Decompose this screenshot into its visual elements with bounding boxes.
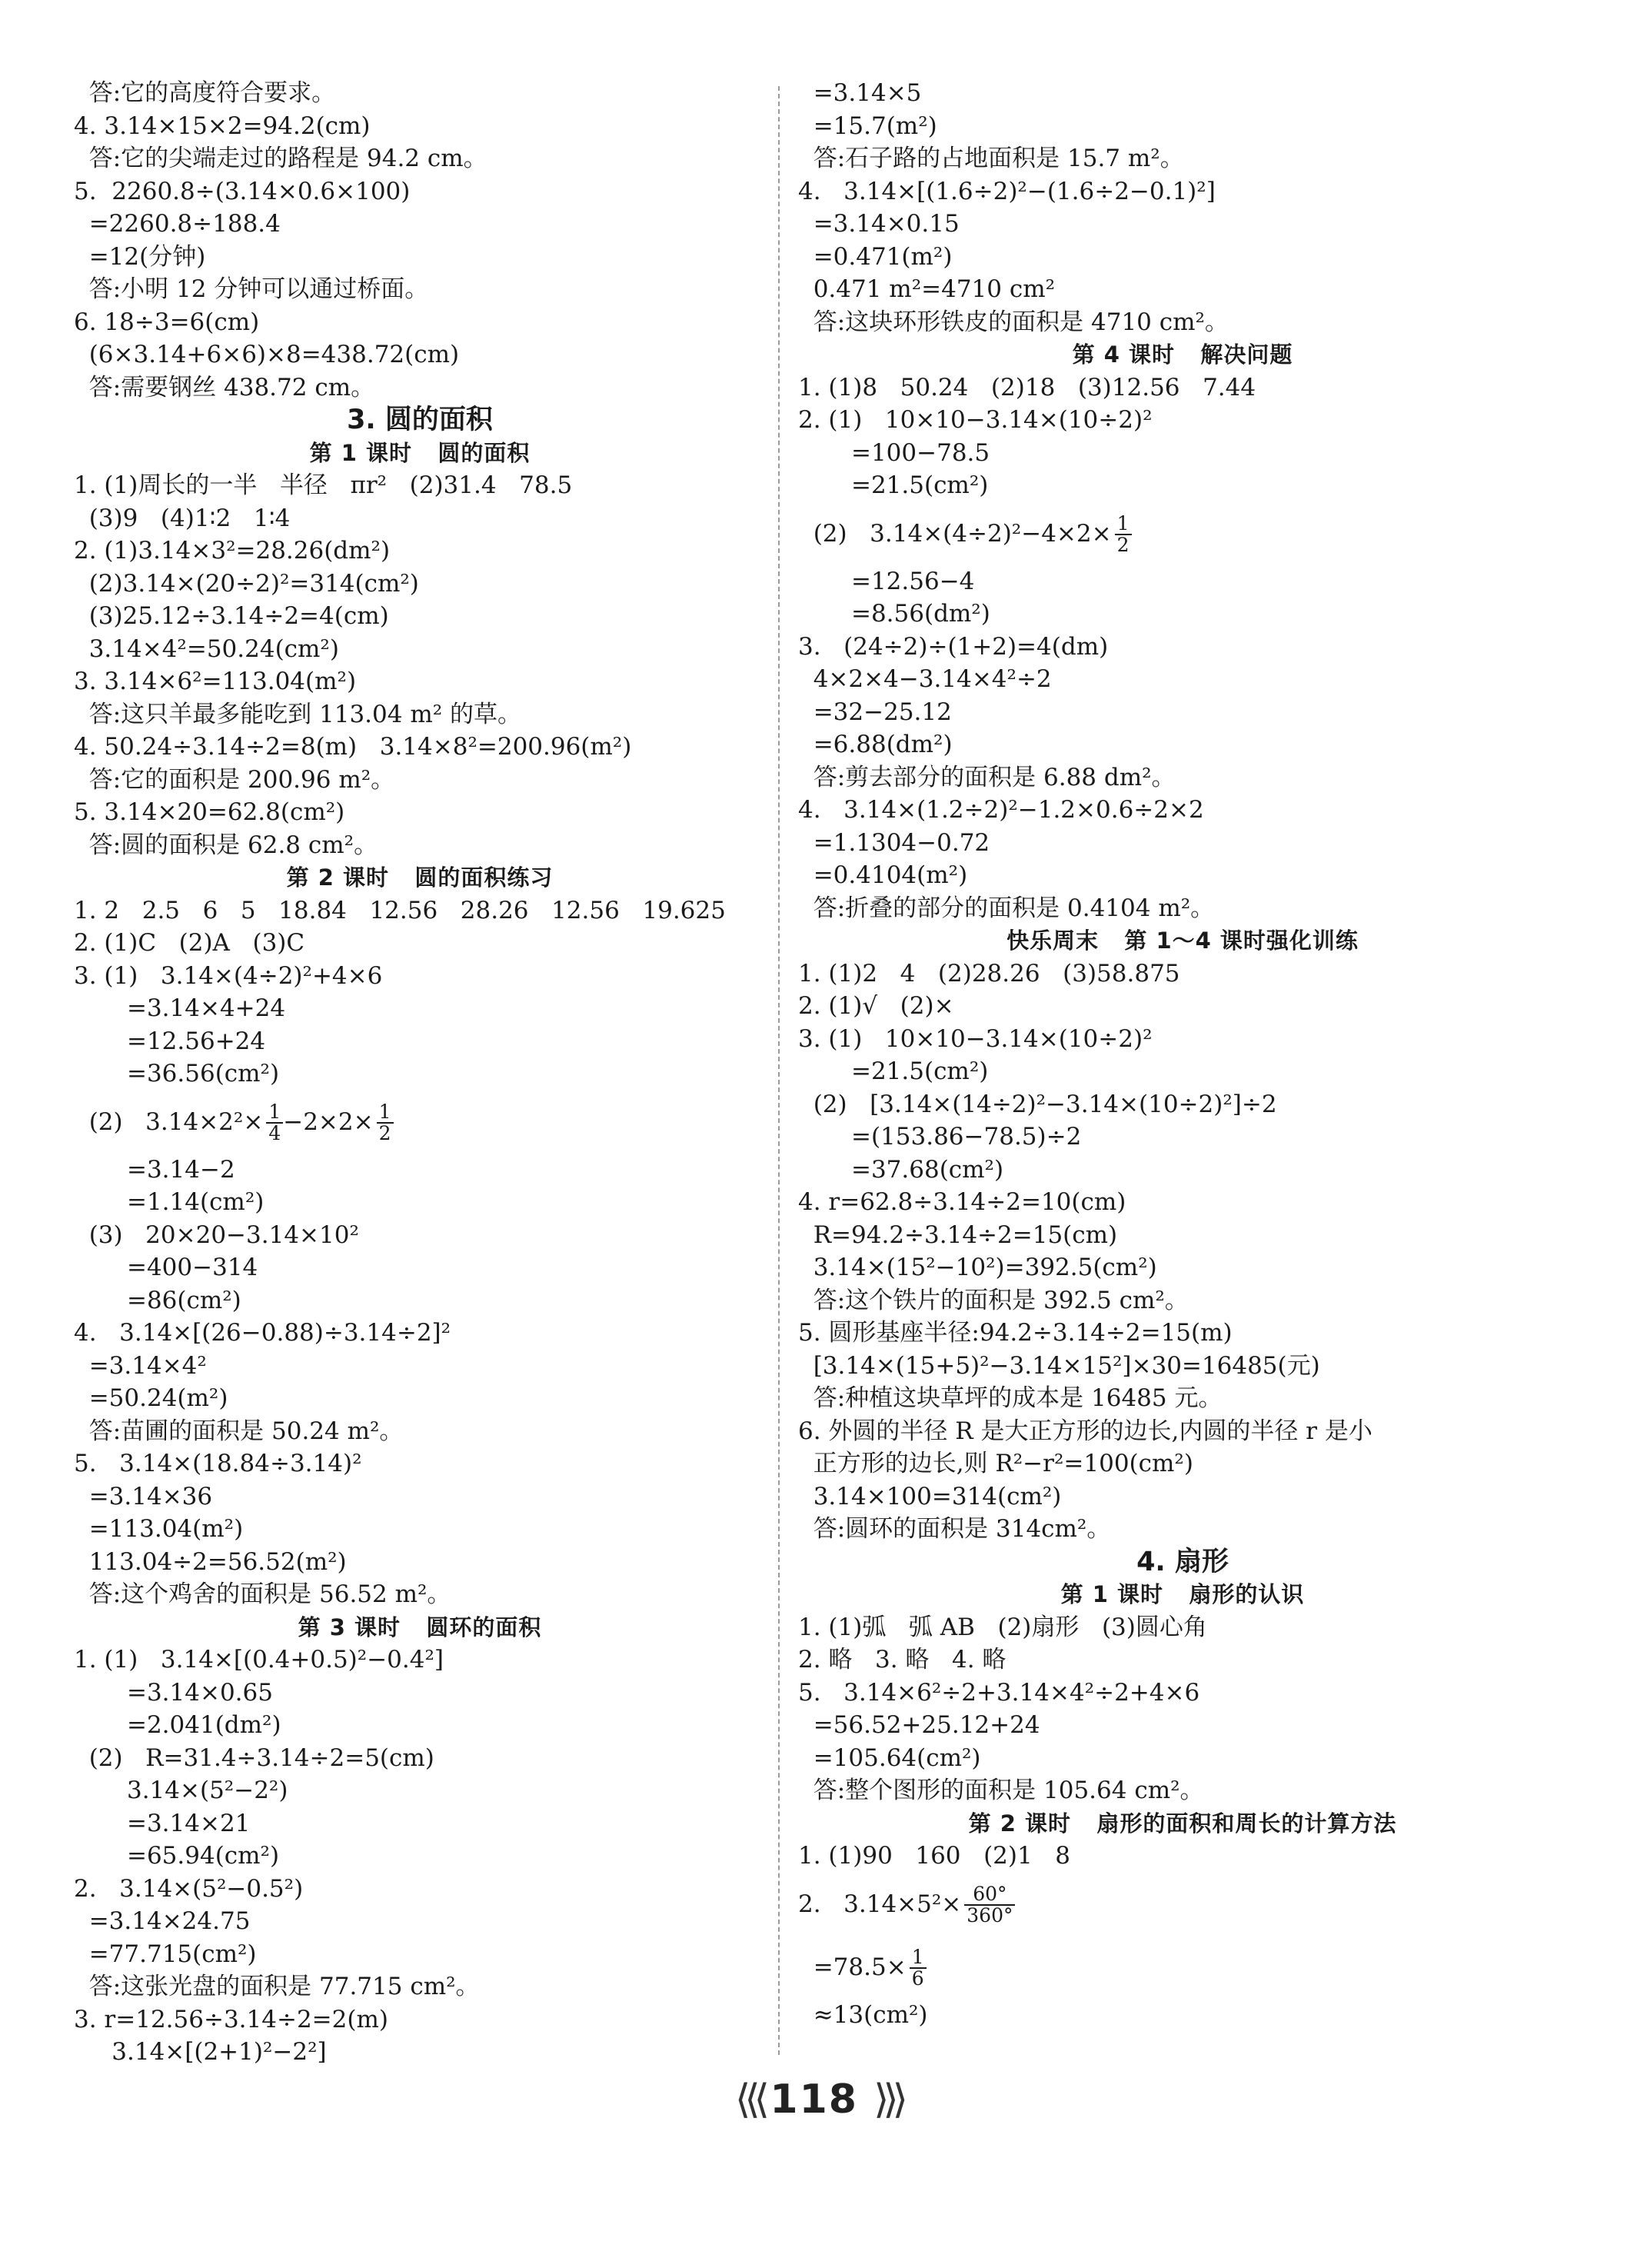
answer-line: 1. (1) 3.14×[(0.4+0.5)²−0.4²] <box>74 1646 444 1674</box>
answer-line: 3. (1) 10×10−3.14×(10÷2)² <box>798 1024 1153 1053</box>
answer-line: =15.7(m²) <box>798 112 937 140</box>
answer-line: 4. 3.14×[(1.6÷2)²−(1.6÷2−0.1)²] <box>798 177 1216 205</box>
answer-line: (2) R=31.4÷3.14÷2=5(cm) <box>74 1743 434 1772</box>
answer-line: =56.52+25.12+24 <box>798 1711 1040 1739</box>
answer-line: =3.14−2 <box>74 1155 235 1184</box>
answer-line: 答:苗圃的面积是 50.24 m²。 <box>74 1417 404 1445</box>
answer-column-left <box>74 77 766 2069</box>
lesson-heading: 第 4 课时 解决问题 <box>1072 341 1293 368</box>
section-heading: 3. 圆的面积 <box>347 405 493 435</box>
answer-line: 1. (1)弧 弧 AB (2)扇形 (3)圆心角 <box>798 1613 1207 1641</box>
answer-line: 答:这只羊最多能吃到 113.04 m² 的草。 <box>74 700 522 728</box>
lesson-heading: 第 2 课时 圆的面积练习 <box>286 864 554 891</box>
answer-line: 0.471 m²=4710 cm² <box>798 275 1056 303</box>
answer-line: 答:种植这块草坪的成本是 16485 元。 <box>798 1384 1223 1412</box>
answer-line: 2. (1)3.14×3²=28.26(dm²) <box>74 537 391 565</box>
answer-line: =105.64(cm²) <box>798 1743 981 1772</box>
fraction <box>964 1884 1015 1927</box>
answer-line: =100−78.5 <box>798 438 990 467</box>
answer-line: =3.14×36 <box>74 1482 213 1510</box>
fraction-numerator: 60° <box>964 1884 1015 1906</box>
answer-line: 答:圆环的面积是 314cm²。 <box>798 1515 1111 1543</box>
section-heading: 4. 扇形 <box>1136 1546 1229 1577</box>
answer-line: =65.94(cm²) <box>74 1842 280 1870</box>
answer-line: 4. 3.14×(1.2÷2)²−1.2×0.6÷2×2 <box>798 796 1204 824</box>
answer-line: 4. r=62.8÷3.14÷2=10(cm) <box>798 1188 1126 1216</box>
answer-line: 1. (1)8 50.24 (2)18 (3)12.56 7.44 <box>798 373 1256 401</box>
answer-line: 答:它的面积是 200.96 m²。 <box>74 765 395 794</box>
answer-line: (3) 20×20−3.14×10² <box>74 1221 359 1249</box>
answer-line: =2260.8÷188.4 <box>74 210 281 238</box>
answer-line: =3.14×21 <box>74 1809 251 1837</box>
answer-line: =1.1304−0.72 <box>798 828 990 857</box>
lesson-heading: 快乐周末 第 1～4 课时强化训练 <box>1006 928 1359 954</box>
fraction <box>1115 511 1132 556</box>
answer-line: 2. (1)C (2)A (3)C <box>74 929 305 957</box>
answer-line: =21.5(cm²) <box>798 471 989 499</box>
answer-line: =0.4104(m²) <box>798 861 968 889</box>
answer-line: 1. (1)90 160 (2)1 8 <box>798 1842 1071 1870</box>
fraction <box>910 1947 927 1990</box>
fraction <box>266 1102 283 1144</box>
fraction-numerator: 1 <box>1115 514 1132 535</box>
fraction-numerator: 1 <box>266 1102 283 1124</box>
right-chevron-ornament-icon: ⟩⟩⟩ <box>873 2077 902 2123</box>
answer-line: =50.24(m²) <box>74 1384 228 1412</box>
answer-line: =3.14×0.15 <box>798 210 960 238</box>
answer-line: 5. 3.14×20=62.8(cm²) <box>74 798 345 826</box>
answer-line: =3.14×0.65 <box>74 1678 273 1707</box>
answer-line: 答:这个鸡舍的面积是 56.52 m²。 <box>74 1580 451 1608</box>
answer-line: =2.041(dm²) <box>74 1711 281 1739</box>
answer-line: 2. 3.14×(5²−0.5²) <box>74 1874 304 1903</box>
answer-line: 6. 18÷3=6(cm) <box>74 308 260 336</box>
answer-line: 6. 外圆的半径 R 是大正方形的边长,内圆的半径 r 是小 <box>798 1417 1372 1445</box>
lesson-heading: 第 3 课时 圆环的面积 <box>298 1614 542 1640</box>
answer-line: 3.14×100=314(cm²) <box>798 1482 1062 1510</box>
answer-line: 答:石子路的占地面积是 15.7 m²。 <box>798 145 1184 172</box>
answer-line: =113.04(m²) <box>74 1515 244 1543</box>
answer-line: =86(cm²) <box>74 1286 241 1314</box>
page-number-footer <box>0 2077 1637 2123</box>
answer-line: 答:剪去部分的面积是 6.88 dm²。 <box>798 763 1176 791</box>
answer-line: 5. 3.14×(18.84÷3.14)² <box>74 1450 362 1477</box>
answer-line: =12.56+24 <box>74 1027 266 1055</box>
answer-line: =37.68(cm²) <box>798 1155 1004 1184</box>
answer-line: 3.14×[(2+1)²−2²] <box>74 2038 327 2066</box>
left-chevron-ornament-icon: ⟨⟨⟨ <box>735 2077 770 2123</box>
column-divider <box>778 86 780 2055</box>
answer-line: =77.715(cm²) <box>74 1940 257 1968</box>
answer-line: 5. 圆形基座半径:94.2÷3.14÷2=15(m) <box>798 1319 1233 1347</box>
answer-line: 答:它的尖端走过的路程是 94.2 cm。 <box>74 145 487 172</box>
answer-line: =21.5(cm²) <box>798 1057 989 1085</box>
expression-text: =78.5× <box>798 1953 907 1981</box>
fraction-numerator: 1 <box>910 1947 927 1969</box>
answer-line: 1. (1)周长的一半 半径 πr² (2)31.4 78.5 <box>74 471 573 499</box>
answer-line: (6×3.14+6×6)×8=438.72(cm) <box>74 341 460 368</box>
answer-line: R=94.2÷3.14÷2=15(cm) <box>798 1221 1118 1249</box>
fraction-numerator: 1 <box>377 1102 394 1124</box>
answer-line: 113.04÷2=56.52(m²) <box>74 1547 347 1576</box>
answer-line: 4. 3.14×[(26−0.88)÷3.14÷2]² <box>74 1319 451 1347</box>
lesson-heading: 第 2 课时 扇形的面积和周长的计算方法 <box>968 1810 1397 1837</box>
answer-line: 2. 略 3. 略 4. 略 <box>798 1646 1006 1674</box>
fraction <box>377 1102 394 1144</box>
lesson-heading: 第 1 课时 圆的面积 <box>309 439 531 466</box>
expression-text: −2×2× <box>283 1107 374 1136</box>
fraction-denominator: 2 <box>1116 534 1130 556</box>
answer-line: =12(分钟) <box>74 242 206 271</box>
answer-line: 答:折叠的部分的面积是 0.4104 m²。 <box>798 894 1215 922</box>
answer-line: =(153.86−78.5)÷2 <box>798 1123 1082 1151</box>
answer-line: 答:圆的面积是 62.8 cm²。 <box>74 831 378 859</box>
fraction-denominator: 360° <box>967 1904 1013 1927</box>
answer-line: 3. (1) 3.14×(4÷2)²+4×6 <box>74 961 383 990</box>
answer-line-with-fraction <box>74 1091 766 1154</box>
answer-line: 2. (1) 10×10−3.14×(10÷2)² <box>798 406 1153 434</box>
answer-line: 4. 50.24÷3.14÷2=8(m) 3.14×8²=200.96(m²) <box>74 733 632 761</box>
answer-line: 答:它的高度符合要求。 <box>74 79 336 107</box>
answer-line-with-fraction <box>798 1873 1567 1936</box>
answer-line: =3.14×24.75 <box>74 1907 251 1935</box>
answer-line-with-fraction <box>798 502 1567 565</box>
answer-line: 答:这张光盘的面积是 77.715 cm²。 <box>74 1973 480 2000</box>
answer-line: 3. r=12.56÷3.14÷2=2(m) <box>74 2005 388 2033</box>
answer-line: =400−314 <box>74 1254 258 1281</box>
answer-line: =3.14×5 <box>798 79 922 107</box>
answer-line: (3)25.12÷3.14÷2=4(cm) <box>74 602 389 630</box>
expression-text: 2. 3.14×5²× <box>798 1890 962 1918</box>
answer-line: (3)9 (4)1∶2 1∶4 <box>74 504 291 532</box>
page-number: 118 <box>770 2077 858 2123</box>
answer-line: 答:需要钢丝 438.72 cm。 <box>74 373 375 401</box>
answer-line: 答:小明 12 分钟可以通过桥面。 <box>74 275 429 303</box>
fraction-denominator: 4 <box>268 1122 281 1144</box>
answer-line: 5. 3.14×6²÷2+3.14×4²÷2+4×6 <box>798 1678 1200 1707</box>
answer-line: ≈13(cm²) <box>798 2000 928 2029</box>
answer-line: =0.471(m²) <box>798 242 953 271</box>
expression-text: (2) 3.14×(4÷2)²−4×2× <box>798 519 1112 548</box>
answer-line: =32−25.12 <box>798 698 952 726</box>
answer-line: =8.56(dm²) <box>798 600 990 628</box>
answer-line: [3.14×(15+5)²−3.14×15²]×30=16485(元) <box>798 1351 1320 1380</box>
answer-line: 答:整个图形的面积是 105.64 cm²。 <box>798 1777 1204 1804</box>
answer-line: 正方形的边长,则 R²−r²=100(cm²) <box>798 1450 1193 1477</box>
answer-column-right <box>798 77 1567 2031</box>
answer-line: 1. 2 2.5 6 5 18.84 12.56 28.26 12.56 19.625 <box>74 896 726 924</box>
answer-line: =12.56−4 <box>798 567 975 595</box>
answer-line: 3.14×4²=50.24(cm²) <box>74 634 339 663</box>
answer-line: =6.88(dm²) <box>798 731 953 758</box>
answer-line: 3.14×(5²−2²) <box>74 1777 288 1804</box>
answer-line: 答:这个铁片的面积是 392.5 cm²。 <box>798 1286 1189 1314</box>
answer-line: 5. 2260.8÷(3.14×0.6×100) <box>74 177 411 205</box>
answer-line: 3. (24÷2)÷(1+2)=4(dm) <box>798 632 1109 661</box>
answer-line: 3.14×(15²−10²)=392.5(cm²) <box>798 1254 1157 1281</box>
answer-line: =36.56(cm²) <box>74 1060 280 1087</box>
answer-line: =3.14×4+24 <box>74 994 286 1022</box>
lesson-heading: 第 1 课时 扇形的认识 <box>1060 1581 1305 1607</box>
answer-line: =1.14(cm²) <box>74 1188 265 1216</box>
answer-line: 答:这块环形铁皮的面积是 4710 cm²。 <box>798 308 1229 336</box>
answer-line: 3. 3.14×6²=113.04(m²) <box>74 668 357 695</box>
fraction-denominator: 2 <box>378 1122 391 1144</box>
answer-line: =3.14×4² <box>74 1351 207 1380</box>
answer-line: 4. 3.14×15×2=94.2(cm) <box>74 112 371 140</box>
fraction-denominator: 6 <box>911 1967 924 1990</box>
answer-line-with-fraction <box>798 1936 1567 1999</box>
answer-line: (2)3.14×(20÷2)²=314(cm²) <box>74 569 419 598</box>
answer-line: 4×2×4−3.14×4²÷2 <box>798 665 1052 693</box>
answer-line: (2) [3.14×(14÷2)²−3.14×(10÷2)²]÷2 <box>798 1090 1277 1118</box>
answer-line: 2. (1)√ (2)× <box>798 992 954 1020</box>
answer-line: 1. (1)2 4 (2)28.26 (3)58.875 <box>798 959 1180 987</box>
expression-text: (2) 3.14×2²× <box>74 1107 264 1136</box>
